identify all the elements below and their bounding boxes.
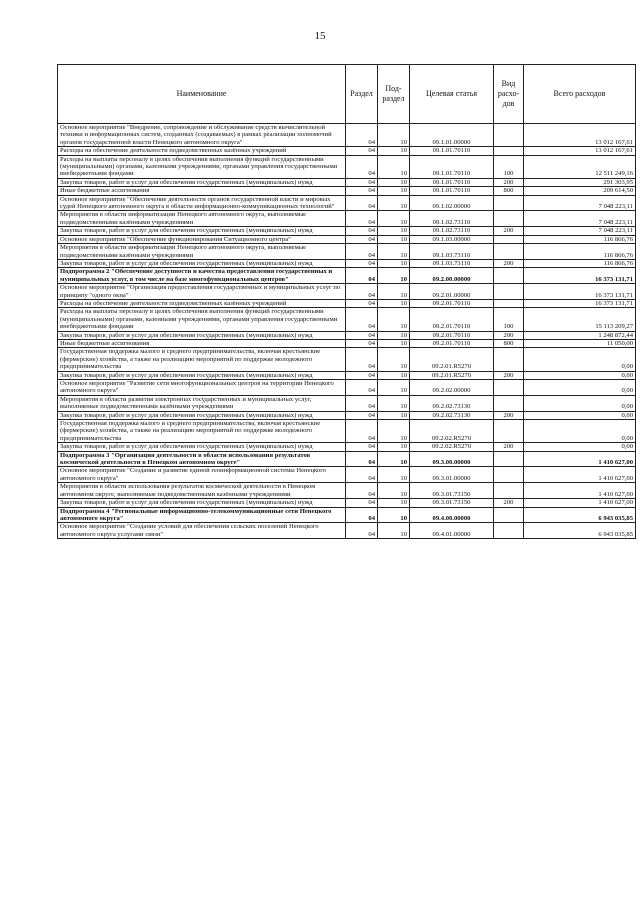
table-row xyxy=(58,395,636,411)
row-podrazdel-cell: 10 xyxy=(378,178,410,186)
row-podrazdel-cell: 10 xyxy=(378,259,410,267)
table-row xyxy=(58,268,636,284)
table-row xyxy=(58,299,636,307)
row-razdel-cell: 04 xyxy=(346,467,378,483)
table-row xyxy=(58,178,636,186)
header-vid: Вид расхо-дов xyxy=(494,65,524,124)
row-podrazdel-cell: 10 xyxy=(378,308,410,331)
row-name-cell: Закупка товаров, работ и услуг для обеспечения государственных (муниципальных) нужд xyxy=(58,227,346,235)
table-row xyxy=(58,523,636,539)
row-razdel-cell: 04 xyxy=(346,299,378,307)
row-podrazdel-cell: 10 xyxy=(378,420,410,443)
row-name-cell: Мероприятия в области использования результатов космической деятельности в Ненецком автономном округе, выполняемые подведомственными казёнными учреждениями xyxy=(58,483,346,499)
row-podrazdel-cell: 10 xyxy=(378,284,410,300)
row-name-cell: Основное мероприятие "Организация предоставления государственных и муниципальных услуг по принципу "одного окна" xyxy=(58,284,346,300)
table-row xyxy=(58,331,636,339)
row-razdel-cell: 04 xyxy=(346,331,378,339)
row-name-cell: Расходы на выплаты персоналу в целях обеспечения выполнения функций государственными (муниципальными) органами, казенными учреждениями, органами управления государственными внебюджетными фондами xyxy=(58,155,346,178)
row-razdel-cell: 04 xyxy=(346,339,378,347)
row-celevaya-cell: 09.1.02.73110 xyxy=(410,227,494,235)
table-row xyxy=(58,124,636,147)
row-name-cell: Основное мероприятие "Внедрение, сопровождение и обслуживание средств вычислительной техники и информационных систем, созданных (создаваемых) в рамках реализации полномочий органов государственной власти Ненецкого автономного округа" xyxy=(58,124,346,147)
row-razdel-cell: 04 xyxy=(346,523,378,539)
row-vid-cell: 200 xyxy=(494,259,524,267)
table-row xyxy=(58,443,636,451)
row-vid-cell xyxy=(494,467,524,483)
header-celevaya: Целевая статья xyxy=(410,65,494,124)
row-podrazdel-cell: 10 xyxy=(378,467,410,483)
budget-table xyxy=(57,64,636,539)
row-razdel-cell: 04 xyxy=(346,259,378,267)
row-vid-cell xyxy=(494,299,524,307)
row-vid-cell: 200 xyxy=(494,331,524,339)
row-vid-cell: 200 xyxy=(494,411,524,419)
row-razdel-cell: 04 xyxy=(346,451,378,467)
row-total-cell: 13 012 167,61 xyxy=(524,124,636,147)
table-row xyxy=(58,244,636,260)
table-row xyxy=(58,339,636,347)
row-razdel-cell: 04 xyxy=(346,371,378,379)
row-podrazdel-cell: 10 xyxy=(378,331,410,339)
table-row xyxy=(58,420,636,443)
row-vid-cell xyxy=(494,147,524,155)
row-razdel-cell: 04 xyxy=(346,420,378,443)
row-total-cell: 0,00 xyxy=(524,411,636,419)
row-vid-cell: 800 xyxy=(494,339,524,347)
row-celevaya-cell: 09.2.00.00000 xyxy=(410,268,494,284)
row-celevaya-cell: 09.3.01.73150 xyxy=(410,499,494,507)
row-razdel-cell: 04 xyxy=(346,227,378,235)
table-row xyxy=(58,235,636,243)
row-name-cell: Подпрограмма 3 "Организация деятельности в области использования результатов космической деятельности в Ненецком автономном округе" xyxy=(58,451,346,467)
row-celevaya-cell: 09.1.01.70110 xyxy=(410,147,494,155)
row-total-cell: 116 866,76 xyxy=(524,235,636,243)
row-celevaya-cell: 09.1.01.70110 xyxy=(410,155,494,178)
row-podrazdel-cell: 10 xyxy=(378,499,410,507)
row-name-cell: Мероприятия в области развития электронных государственных и муниципальных услуг, выполняемые подведомственными казёнными учреждениями xyxy=(58,395,346,411)
table-row xyxy=(58,348,636,371)
row-celevaya-cell: 09.3.01.73150 xyxy=(410,483,494,499)
row-celevaya-cell: 09.1.01.00000 xyxy=(410,124,494,147)
row-podrazdel-cell: 10 xyxy=(378,147,410,155)
row-name-cell: Государственная поддержка малого и среднего предпринимательства, включая крестьянские (фермерские) хозяйства, а также на реализацию мероприятий по поддержке молодежного предпринимательства xyxy=(58,348,346,371)
row-vid-cell xyxy=(494,235,524,243)
row-razdel-cell: 04 xyxy=(346,268,378,284)
table-row xyxy=(58,507,636,523)
row-vid-cell xyxy=(494,124,524,147)
row-vid-cell: 200 xyxy=(494,443,524,451)
row-podrazdel-cell: 10 xyxy=(378,395,410,411)
row-podrazdel-cell: 10 xyxy=(378,235,410,243)
row-vid-cell xyxy=(494,380,524,396)
row-name-cell: Закупка товаров, работ и услуг для обеспечения государственных (муниципальных) нужд xyxy=(58,371,346,379)
row-vid-cell xyxy=(494,483,524,499)
row-vid-cell: 200 xyxy=(494,227,524,235)
row-celevaya-cell: 09.2.01.70110 xyxy=(410,299,494,307)
row-podrazdel-cell: 10 xyxy=(378,195,410,211)
table-row xyxy=(58,187,636,195)
row-total-cell: 6 943 035,85 xyxy=(524,523,636,539)
row-name-cell: Расходы на обеспечение деятельности подведомственных казённых учреждений xyxy=(58,299,346,307)
row-total-cell: 1 248 872,44 xyxy=(524,331,636,339)
row-razdel-cell: 04 xyxy=(346,244,378,260)
row-vid-cell: 200 xyxy=(494,178,524,186)
row-vid-cell xyxy=(494,211,524,227)
row-podrazdel-cell: 10 xyxy=(378,211,410,227)
row-podrazdel-cell: 10 xyxy=(378,411,410,419)
header-name: Наименование xyxy=(58,65,346,124)
row-razdel-cell: 04 xyxy=(346,499,378,507)
row-name-cell: Основное мероприятие "Создание и развитие единой геоинформационной системы Ненецкого автономного округа" xyxy=(58,467,346,483)
row-name-cell: Основное мероприятие "Развитие сети многофункциональных центров на территории Ненецкого автономного округа" xyxy=(58,380,346,396)
row-name-cell: Государственная поддержка малого и среднего предпринимательства, включая крестьянские (фермерские) хозяйства, а также на реализацию мероприятий по поддержке молодежного предпринимательства xyxy=(58,420,346,443)
row-podrazdel-cell: 10 xyxy=(378,371,410,379)
row-vid-cell: 100 xyxy=(494,308,524,331)
row-razdel-cell: 04 xyxy=(346,178,378,186)
row-vid-cell xyxy=(494,507,524,523)
row-vid-cell xyxy=(494,268,524,284)
row-celevaya-cell: 09.1.02.00000 xyxy=(410,195,494,211)
row-total-cell: 291 303,95 xyxy=(524,178,636,186)
row-name-cell: Подпрограмма 4 "Региональные информационно-телекоммуникационные сети Ненецкого автономного округа" xyxy=(58,507,346,523)
row-total-cell: 209 614,50 xyxy=(524,187,636,195)
row-razdel-cell: 04 xyxy=(346,348,378,371)
row-name-cell: Мероприятия в области информатизации Ненецкого автономного округа, выполняемые подведомственными казёнными учреждениями xyxy=(58,244,346,260)
row-vid-cell: 200 xyxy=(494,499,524,507)
row-total-cell: 12 511 249,16 xyxy=(524,155,636,178)
row-name-cell: Закупка товаров, работ и услуг для обеспечения государственных (муниципальных) нужд xyxy=(58,499,346,507)
row-celevaya-cell: 09.1.02.73110 xyxy=(410,211,494,227)
row-celevaya-cell: 09.1.03.00000 xyxy=(410,235,494,243)
row-name-cell: Закупка товаров, работ и услуг для обеспечения государственных (муниципальных) нужд xyxy=(58,411,346,419)
table-row xyxy=(58,411,636,419)
row-celevaya-cell: 09.2.01.00000 xyxy=(410,284,494,300)
row-razdel-cell: 04 xyxy=(346,187,378,195)
row-razdel-cell: 04 xyxy=(346,195,378,211)
table-row xyxy=(58,371,636,379)
table-row xyxy=(58,451,636,467)
row-total-cell: 116 866,76 xyxy=(524,244,636,260)
row-podrazdel-cell: 10 xyxy=(378,507,410,523)
row-total-cell: 0,00 xyxy=(524,348,636,371)
row-vid-cell xyxy=(494,348,524,371)
table-row xyxy=(58,259,636,267)
row-podrazdel-cell: 10 xyxy=(378,523,410,539)
row-celevaya-cell: 09.2.01.R5270 xyxy=(410,348,494,371)
row-razdel-cell: 04 xyxy=(346,211,378,227)
table-header-row xyxy=(58,65,636,124)
row-total-cell: 13 012 167,61 xyxy=(524,147,636,155)
row-razdel-cell: 04 xyxy=(346,380,378,396)
page-number: 15 xyxy=(314,30,326,42)
row-name-cell: Основное мероприятие "Обеспечение функционирования Ситуационного центра" xyxy=(58,235,346,243)
row-celevaya-cell: 09.4.01.00000 xyxy=(410,523,494,539)
row-razdel-cell: 04 xyxy=(346,155,378,178)
row-celevaya-cell: 09.2.01.R5270 xyxy=(410,371,494,379)
row-total-cell: 0,00 xyxy=(524,380,636,396)
row-name-cell: Мероприятия в области информатизации Ненецкого автономного округа, выполняемые подведомственными казёнными учреждениями xyxy=(58,211,346,227)
row-name-cell: Иные бюджетные ассигнования xyxy=(58,339,346,347)
row-total-cell: 1 410 627,00 xyxy=(524,451,636,467)
row-celevaya-cell: 09.3.00.00000 xyxy=(410,451,494,467)
row-total-cell: 1 410 627,00 xyxy=(524,499,636,507)
row-podrazdel-cell: 10 xyxy=(378,227,410,235)
row-name-cell: Закупка товаров, работ и услуг для обеспечения государственных (муниципальных) нужд xyxy=(58,331,346,339)
row-podrazdel-cell: 10 xyxy=(378,380,410,396)
row-name-cell: Закупка товаров, работ и услуг для обеспечения государственных (муниципальных) нужд xyxy=(58,178,346,186)
row-total-cell: 0,00 xyxy=(524,420,636,443)
row-name-cell: Подпрограмма 2 "Обеспечение доступности и качества предоставления государственных и муниципальных услуг, в том числе на базе многофункциональных центров" xyxy=(58,268,346,284)
header-total: Всего расходов xyxy=(524,65,636,124)
row-celevaya-cell: 09.3.01.00000 xyxy=(410,467,494,483)
row-total-cell: 7 048 223,11 xyxy=(524,195,636,211)
row-total-cell: 11 050,00 xyxy=(524,339,636,347)
row-name-cell: Расходы на обеспечение деятельности подведомственных казённых учреждений xyxy=(58,147,346,155)
row-celevaya-cell: 09.2.02.00000 xyxy=(410,380,494,396)
table-row xyxy=(58,211,636,227)
row-razdel-cell: 04 xyxy=(346,147,378,155)
row-razdel-cell: 04 xyxy=(346,443,378,451)
table-row xyxy=(58,499,636,507)
row-razdel-cell: 04 xyxy=(346,483,378,499)
row-total-cell: 7 048 223,11 xyxy=(524,211,636,227)
row-podrazdel-cell: 10 xyxy=(378,348,410,371)
row-vid-cell xyxy=(494,451,524,467)
row-celevaya-cell: 09.1.01.70110 xyxy=(410,187,494,195)
row-total-cell: 1 410 627,00 xyxy=(524,467,636,483)
row-podrazdel-cell: 10 xyxy=(378,339,410,347)
row-vid-cell: 800 xyxy=(494,187,524,195)
table-row xyxy=(58,380,636,396)
row-podrazdel-cell: 10 xyxy=(378,443,410,451)
row-total-cell: 16 373 131,71 xyxy=(524,268,636,284)
row-podrazdel-cell: 10 xyxy=(378,483,410,499)
row-celevaya-cell: 09.2.02.73130 xyxy=(410,395,494,411)
row-name-cell: Закупка товаров, работ и услуг для обеспечения государственных (муниципальных) нужд xyxy=(58,259,346,267)
row-razdel-cell: 04 xyxy=(346,395,378,411)
row-podrazdel-cell: 10 xyxy=(378,244,410,260)
row-vid-cell xyxy=(494,523,524,539)
table-row xyxy=(58,195,636,211)
row-razdel-cell: 04 xyxy=(346,308,378,331)
row-vid-cell: 100 xyxy=(494,155,524,178)
table-row xyxy=(58,227,636,235)
row-total-cell: 15 113 209,27 xyxy=(524,308,636,331)
table-row xyxy=(58,147,636,155)
row-celevaya-cell: 09.2.01.70110 xyxy=(410,331,494,339)
row-razdel-cell: 04 xyxy=(346,124,378,147)
row-vid-cell xyxy=(494,395,524,411)
row-name-cell: Основное мероприятие "Обеспечение деятельности органов государственной власти и мировых судей Ненецкого автономного округа в области информационно-коммуникационных технологий" xyxy=(58,195,346,211)
row-razdel-cell: 04 xyxy=(346,284,378,300)
table-row xyxy=(58,155,636,178)
row-podrazdel-cell: 10 xyxy=(378,124,410,147)
row-celevaya-cell: 09.4.00.00000 xyxy=(410,507,494,523)
row-celevaya-cell: 09.2.01.70110 xyxy=(410,339,494,347)
row-razdel-cell: 04 xyxy=(346,411,378,419)
row-vid-cell: 200 xyxy=(494,371,524,379)
row-total-cell: 1 410 627,00 xyxy=(524,483,636,499)
row-razdel-cell: 04 xyxy=(346,507,378,523)
row-razdel-cell: 04 xyxy=(346,235,378,243)
row-name-cell: Иные бюджетные ассигнования xyxy=(58,187,346,195)
row-vid-cell xyxy=(494,420,524,443)
row-name-cell: Закупка товаров, работ и услуг для обеспечения государственных (муниципальных) нужд xyxy=(58,443,346,451)
row-celevaya-cell: 09.2.02.R5270 xyxy=(410,443,494,451)
row-total-cell: 0,00 xyxy=(524,395,636,411)
row-celevaya-cell: 09.2.02.R5270 xyxy=(410,420,494,443)
row-podrazdel-cell: 10 xyxy=(378,268,410,284)
row-vid-cell xyxy=(494,195,524,211)
row-vid-cell xyxy=(494,244,524,260)
row-total-cell: 0,00 xyxy=(524,371,636,379)
row-celevaya-cell: 09.1.03.73110 xyxy=(410,244,494,260)
row-total-cell: 116 866,76 xyxy=(524,259,636,267)
row-celevaya-cell: 09.1.01.70110 xyxy=(410,178,494,186)
row-total-cell: 6 943 035,85 xyxy=(524,507,636,523)
row-total-cell: 16 373 131,71 xyxy=(524,299,636,307)
row-total-cell: 7 048 223,11 xyxy=(524,227,636,235)
row-total-cell: 0,00 xyxy=(524,443,636,451)
row-name-cell: Расходы на выплаты персоналу в целях обеспечения выполнения функций государственными (муниципальными) органами, казенными учреждениями, органами управления государственными внебюджетными фондами xyxy=(58,308,346,331)
header-razdel: Раздел xyxy=(346,65,378,124)
row-podrazdel-cell: 10 xyxy=(378,299,410,307)
row-name-cell: Основное мероприятие "Создание условий для обеспечения сельских поселений Ненецкого автономного округа услугами связи" xyxy=(58,523,346,539)
row-celevaya-cell: 09.1.03.73110 xyxy=(410,259,494,267)
row-celevaya-cell: 09.2.02.73130 xyxy=(410,411,494,419)
row-celevaya-cell: 09.2.01.70110 xyxy=(410,308,494,331)
table-row xyxy=(58,483,636,499)
table-row xyxy=(58,284,636,300)
row-total-cell: 16 373 131,71 xyxy=(524,284,636,300)
table-row xyxy=(58,308,636,331)
header-podrazdel: Под-раздел xyxy=(378,65,410,124)
row-vid-cell xyxy=(494,284,524,300)
table-row xyxy=(58,467,636,483)
row-podrazdel-cell: 10 xyxy=(378,451,410,467)
row-podrazdel-cell: 10 xyxy=(378,155,410,178)
row-podrazdel-cell: 10 xyxy=(378,187,410,195)
